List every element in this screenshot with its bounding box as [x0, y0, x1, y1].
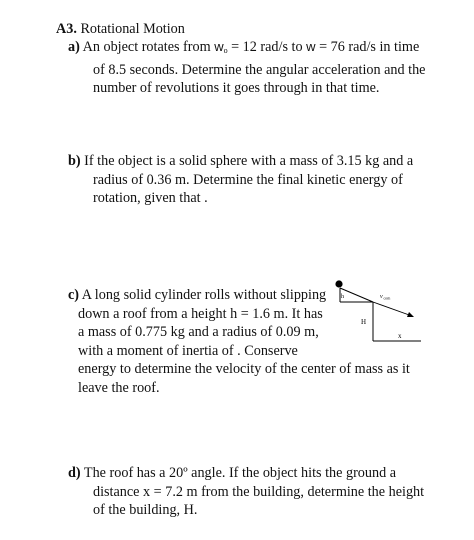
part-b-line-2: radius of 0.36 m. Determine the final kinetic energy of — [93, 171, 403, 188]
part-c-line-6: leave the roof. — [78, 379, 160, 396]
velocity-arrow-head — [407, 312, 414, 317]
label-v-subscript: com — [383, 295, 391, 301]
part-c-line-3: a mass of 0.775 kg and a radius of 0.09 m, — [78, 324, 319, 340]
omega-subscript: o — [223, 46, 228, 55]
part-a-line-2: of 8.5 seconds. Determine the angular acceleration and the — [93, 61, 426, 78]
part-d-line-3: of the building, H. — [93, 502, 198, 518]
part-a-text-1: An object rotates from — [82, 39, 211, 55]
part-b — [68, 152, 413, 208]
part-d-line-1 — [68, 464, 424, 483]
problem-header — [56, 20, 185, 39]
part-a — [68, 38, 425, 98]
part-a-line-1 — [68, 38, 425, 61]
part-d-label: d) — [68, 465, 81, 481]
roof-incline-line — [340, 288, 373, 302]
part-a-text-2: = 12 rad/s to — [227, 39, 307, 55]
part-b-text-1: If the object is a solid sphere with a mass of 3.15 kg and a — [84, 153, 414, 169]
omega-symbol: w — [214, 39, 224, 54]
part-d — [68, 464, 424, 520]
omega-symbol-final: w — [306, 39, 316, 54]
part-d-text-1: The roof has a 20º angle. If the object hits the ground a — [83, 465, 397, 481]
part-c-text-1: A long solid cylinder rolls without slipping — [81, 287, 327, 303]
label-v: v — [380, 294, 383, 300]
roof-diagram — [333, 278, 423, 348]
part-b-line-1 — [68, 152, 413, 171]
part-b-line-3: rotation, given that . — [93, 190, 208, 206]
part-a-line-3: number of revolutions it goes through in that time. — [93, 80, 380, 96]
problem-number: A3. — [56, 21, 77, 37]
part-c-line-2: down a roof from a height h = 1.6 m. It has — [78, 305, 323, 322]
part-b-label: b) — [68, 153, 81, 169]
part-c-label: c) — [68, 287, 80, 303]
label-H: H — [361, 318, 367, 326]
label-x: x — [398, 332, 402, 340]
part-d-line-2: distance x = 7.2 m from the building, determine the height — [93, 483, 425, 500]
problem-title: Rotational Motion — [80, 21, 185, 37]
part-c-line-4: with a moment of inertia of . Conserve — [78, 342, 298, 359]
part-a-text-3: = 76 rad/s in time — [315, 39, 420, 55]
part-c-line-5: energy to determine the velocity of the center of mass as it — [78, 361, 410, 377]
part-a-label: a) — [68, 39, 80, 55]
label-h: h — [341, 294, 344, 300]
velocity-arrow-line — [373, 302, 412, 316]
cylinder-ball — [335, 280, 342, 287]
